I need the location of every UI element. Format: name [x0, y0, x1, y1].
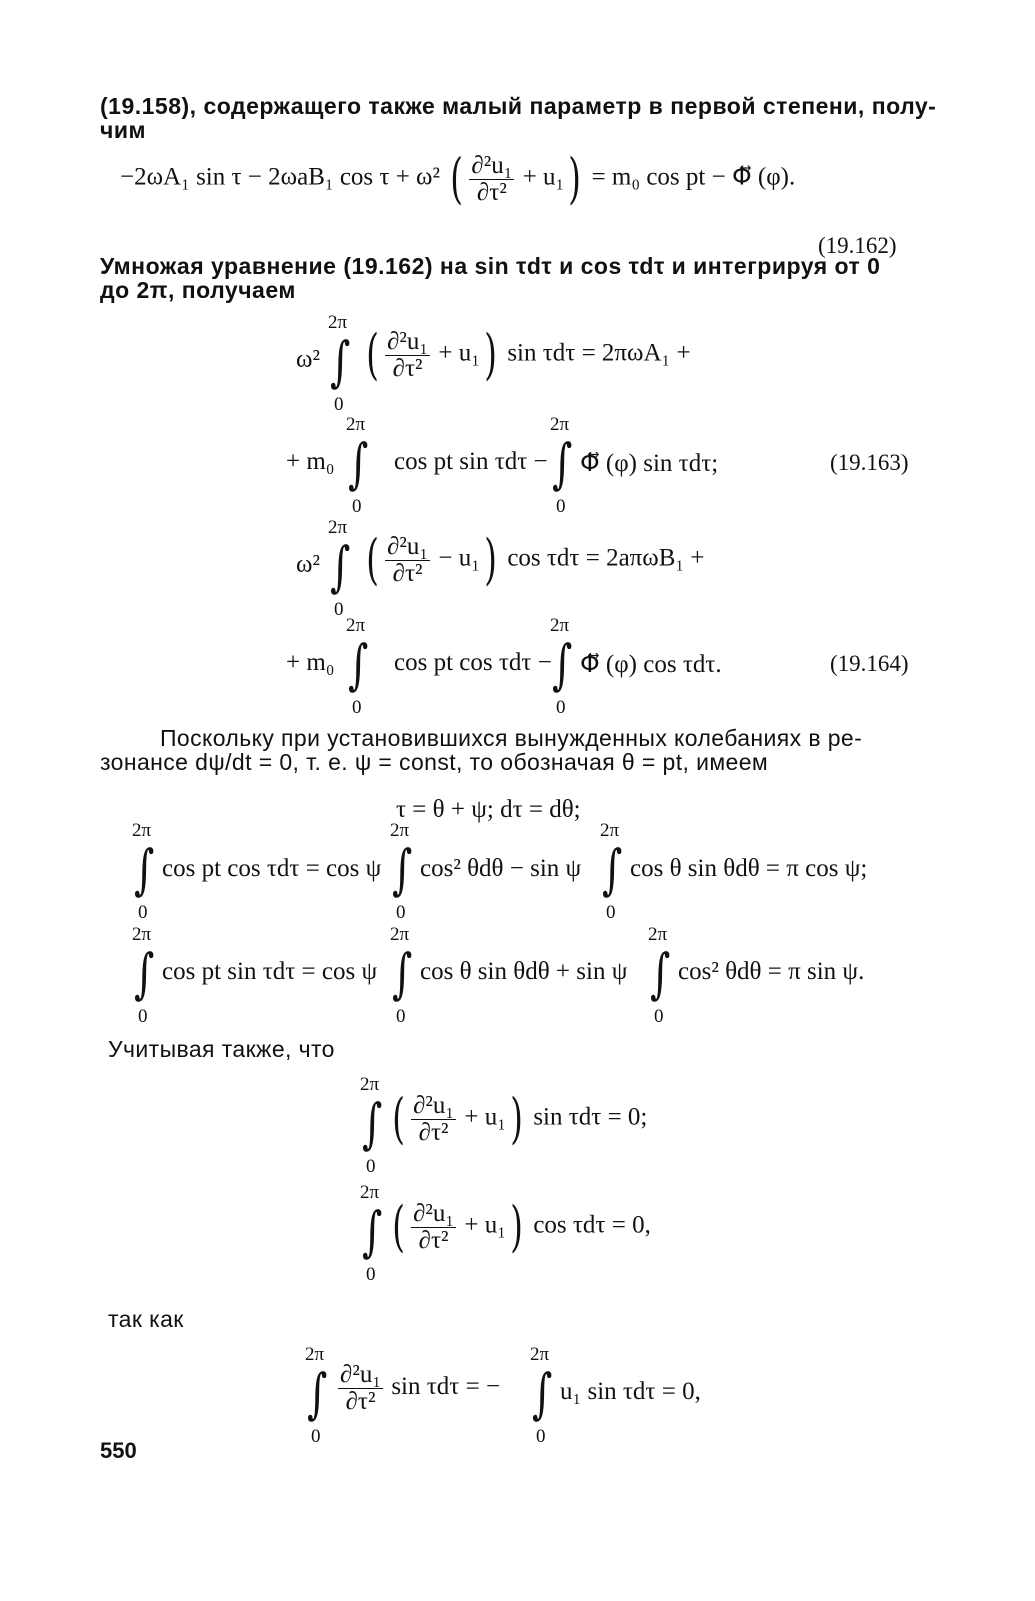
equation-part: cos τdτ = 0,	[533, 1211, 651, 1239]
page-number: 550	[100, 1438, 137, 1463]
text-line: зонансе dψ/dt = 0, т. е. ψ = const, то обозначая θ = pt, имеем	[100, 749, 769, 775]
fraction	[385, 534, 430, 587]
integral-upper: 2π	[328, 312, 348, 333]
integral-upper: 2π	[360, 1182, 380, 1203]
numerator: ∂²u₁	[340, 1361, 382, 1388]
integral-upper: 2π	[360, 1074, 380, 1095]
integral-upper: 2π	[132, 924, 152, 945]
equation-part: cos θ sin θdθ + sin ψ	[420, 958, 628, 985]
integral-sign: 2π ∫ 0	[346, 615, 369, 718]
numerator: ∂²u₁	[413, 1091, 455, 1119]
fraction	[338, 1362, 383, 1415]
integral-sign: 2π ∫ 0	[550, 615, 573, 718]
integral-upper: 2π	[550, 414, 570, 435]
equation-zero-1	[388, 1087, 648, 1150]
integral-lower: 0	[311, 1426, 321, 1447]
equation-part: + u₁	[464, 1211, 506, 1239]
equation-19-162	[120, 147, 796, 210]
integral-sign: 2π ∫ 0	[390, 820, 413, 923]
equation-part: + m₀	[286, 649, 335, 676]
integral-sign: 2π ∫ 0	[132, 820, 155, 923]
integral-upper: 2π	[648, 924, 668, 945]
integral-sign: 2π ∫ 0	[360, 1074, 383, 1177]
integral-upper: 2π	[550, 615, 570, 636]
integral-lower: 0	[138, 902, 148, 923]
equation-part: sin τdτ = −	[391, 1373, 501, 1401]
equation-part: cos pt sin τdτ = cos ψ	[162, 958, 378, 985]
equation-19-163a	[362, 323, 691, 386]
integral-upper: 2π	[390, 820, 410, 841]
denominator: ∂τ²	[418, 1226, 449, 1254]
paren-close: )	[510, 1087, 523, 1150]
equation-last	[336, 1362, 500, 1415]
equation-part: = m₀ cos pt − Φ⃡ (φ).	[591, 163, 796, 191]
equation-part: cos pt sin τdτ −	[394, 448, 548, 475]
integral-sign: 2π ∫ 0	[132, 924, 155, 1027]
paren-open: (	[392, 1195, 405, 1258]
text-line: (19.158), содержащего также малый параметр в первой степени, полу-	[100, 93, 937, 119]
numerator: ∂²u₁	[387, 532, 429, 560]
integral-lower: 0	[396, 902, 406, 923]
integral-lower: 0	[556, 697, 566, 718]
equation-part: −2ωA₁ sin τ − 2ωaB₁ cos τ + ω²	[120, 163, 441, 191]
fraction	[469, 153, 514, 206]
equation-part: cos θ sin θdθ = π cos ψ;	[630, 855, 868, 882]
text-line: Поскольку при установившихся вынужденных колебаниях в ре-	[160, 725, 863, 751]
integral-lower: 0	[396, 1006, 406, 1027]
equation-number: (19.164)	[830, 651, 909, 676]
denominator: ∂τ²	[345, 1388, 376, 1415]
equation-part: Φ⃡ (φ) sin τdτ;	[580, 450, 719, 477]
text-line: так как	[108, 1306, 184, 1332]
integral-upper: 2π	[346, 414, 366, 435]
integral-sign: 2π ∫ 0	[360, 1182, 383, 1285]
integral-sign: 2π ∫ 0	[550, 414, 573, 517]
equation-part: + u₁	[438, 339, 480, 367]
equation-part: cos pt cos τdτ −	[394, 649, 552, 676]
equation-part: u₁ sin τdτ = 0,	[560, 1378, 701, 1405]
text-line: до 2π, получаем	[100, 277, 296, 303]
integral-lower: 0	[536, 1426, 546, 1447]
equation-19-164a	[362, 528, 705, 591]
numerator: ∂²u₁	[387, 327, 429, 355]
equation-part: Φ⃡ (φ) cos τdτ.	[580, 651, 722, 678]
equation-number: (19.163)	[830, 450, 909, 475]
fraction	[411, 1201, 456, 1254]
integral-lower: 0	[334, 599, 344, 620]
equation-part: cos pt cos τdτ = cos ψ	[162, 855, 382, 882]
text-line: чим	[100, 117, 147, 143]
integral-upper: 2π	[132, 820, 152, 841]
text-line: Учитывая также, что	[108, 1036, 335, 1062]
integral-upper: 2π	[530, 1344, 550, 1365]
equation-part: + m₀	[286, 448, 335, 475]
text-line: Умножая уравнение (19.162) на sin τdτ и cos τdτ и интегрируя от 0	[100, 253, 881, 279]
fraction	[385, 329, 430, 382]
integral-lower: 0	[366, 1264, 376, 1285]
paren-open: (	[366, 323, 379, 386]
integral-sign: 2π ∫ 0	[600, 820, 623, 923]
equation-part: cos² θdθ − sin ψ	[420, 855, 582, 882]
integral-lower: 0	[334, 394, 344, 415]
equation-zero-2	[388, 1195, 651, 1258]
equation-part: sin τdτ = 2πωA₁ +	[507, 339, 691, 367]
integral-lower: 0	[606, 902, 616, 923]
integral-lower: 0	[654, 1006, 664, 1027]
denominator: ∂τ²	[392, 559, 423, 587]
equation-part: + u₁	[522, 163, 565, 191]
numerator: ∂²u₁	[413, 1199, 455, 1227]
integral-upper: 2π	[305, 1344, 325, 1365]
denominator: ∂τ²	[476, 178, 507, 206]
integral-lower: 0	[556, 496, 566, 517]
paren-close: )	[510, 1195, 523, 1258]
paren-close: )	[484, 323, 497, 386]
integral-sign: 2π ∫ 0	[346, 414, 369, 517]
equation-part: cos² θdθ = π sin ψ.	[678, 958, 865, 985]
paren-open: (	[450, 147, 464, 210]
integral-lower: 0	[352, 697, 362, 718]
integral-lower: 0	[138, 1006, 148, 1027]
denominator: ∂τ²	[392, 354, 423, 382]
integral-sign: 2π ∫ 0	[328, 312, 351, 415]
integral-upper: 2π	[328, 517, 348, 538]
equation-part: ω²	[296, 346, 320, 373]
paren-open: (	[366, 528, 379, 591]
equation-part: ω²	[296, 551, 320, 578]
fraction	[411, 1093, 456, 1146]
numerator: ∂²u₁	[471, 151, 513, 179]
integral-sign: 2π ∫ 0	[648, 924, 671, 1027]
integral-upper: 2π	[346, 615, 366, 636]
integral-lower: 0	[352, 496, 362, 517]
equation-part: sin τdτ = 0;	[533, 1103, 648, 1131]
equation-part: cos τdτ = 2aπωB₁ +	[507, 544, 705, 572]
integral-upper: 2π	[600, 820, 620, 841]
paren-open: (	[392, 1087, 405, 1150]
equation-number: (19.162)	[818, 233, 897, 258]
integral-sign: 2π ∫ 0	[530, 1344, 553, 1447]
integral-upper: 2π	[390, 924, 410, 945]
paren-close: )	[484, 528, 497, 591]
equation-tau: τ = θ + ψ; dτ = dθ;	[396, 796, 581, 823]
equation-part: + u₁	[464, 1103, 506, 1131]
paren-close: )	[568, 147, 582, 210]
denominator: ∂τ²	[418, 1118, 449, 1146]
integral-lower: 0	[366, 1156, 376, 1177]
equation-part: − u₁	[438, 544, 480, 572]
integral-sign: 2π ∫ 0	[390, 924, 413, 1027]
integral-sign: 2π ∫ 0	[305, 1344, 328, 1447]
integral-sign: 2π ∫ 0	[328, 517, 351, 620]
